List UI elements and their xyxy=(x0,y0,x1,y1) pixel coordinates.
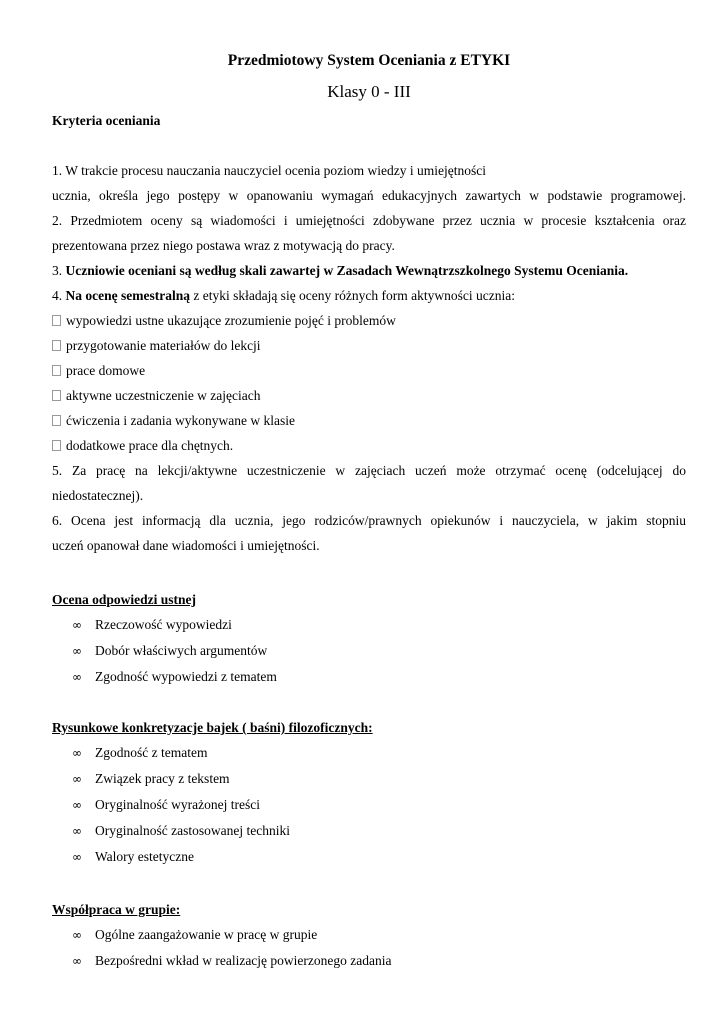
activity-item: dodatkowe prace dla chętnych. xyxy=(52,433,686,458)
activity-item: wypowiedzi ustne ukazujące zrozumienie pojęć i problemów xyxy=(52,308,686,333)
criteria-item-5-line-2: niedostatecznej). xyxy=(52,488,144,503)
infinity-bullet-icon: ∞ xyxy=(72,670,82,684)
criteria-list xyxy=(52,158,686,558)
group-list-item: ∞ Ogólne zaangażowanie w pracę w grupie xyxy=(72,922,392,948)
group-list-item: ∞ Bezpośredni wkład w realizację powierzonego zadania xyxy=(72,948,392,974)
drawings-list-item: ∞ Oryginalność zastosowanej techniki xyxy=(72,818,290,844)
criteria-item-1-line-1: 1. W trakcie procesu nauczania nauczyciel ocenia poziom wiedzy i umiejętności xyxy=(52,163,486,178)
infinity-bullet-icon: ∞ xyxy=(72,798,82,812)
infinity-bullet-icon: ∞ xyxy=(72,644,82,658)
criteria-item-5-line-1: 5. Za pracę na lekcji/aktywne uczestniczenie w zajęciach uczeń może otrzymać ocenę (odcelującej do xyxy=(52,463,686,478)
drawings-list xyxy=(72,740,290,870)
drawings-list-item: ∞ Związek pracy z tekstem xyxy=(72,766,290,792)
checkbox-glyph-icon xyxy=(52,415,61,426)
drawings-list-item: ∞ Walory estetyczne xyxy=(72,844,290,870)
criteria-item-1-line-2: ucznia, określa jego postępy w opanowaniu wymagań edukacyjnych zawartych w podstawie programowej. xyxy=(52,188,686,203)
criteria-item-6-line-2: uczeń opanował dane wiadomości i umiejętności. xyxy=(52,538,320,553)
document-subtitle: Klasy 0 - III xyxy=(327,82,411,101)
group-list xyxy=(72,922,392,974)
oral-list-item: ∞ Rzeczowość wypowiedzi xyxy=(72,612,277,638)
infinity-bullet-icon: ∞ xyxy=(72,824,82,838)
infinity-bullet-icon: ∞ xyxy=(72,746,82,760)
activity-item: ćwiczenia i zadania wykonywane w klasie xyxy=(52,408,686,433)
drawings-list-item: ∞ Oryginalność wyrażonej treści xyxy=(72,792,290,818)
activity-item: przygotowanie materiałów do lekcji xyxy=(52,333,686,358)
drawings-list-item: ∞ Zgodność z tematem xyxy=(72,740,290,766)
activity-item: aktywne uczestniczenie w zajęciach xyxy=(52,383,686,408)
activity-item: prace domowe xyxy=(52,358,686,383)
criteria-item-4-bold: Na ocenę semestralną xyxy=(65,288,190,303)
checkbox-glyph-icon xyxy=(52,315,61,326)
oral-list-item: ∞ Dobór właściwych argumentów xyxy=(72,638,277,664)
group-heading: Współpraca w grupie: xyxy=(52,902,181,917)
criteria-item-2-line-1: 2. Przedmiotem oceny są wiadomości i umiejętności zdobywane przez ucznia w procesie kształcenia oraz xyxy=(52,213,686,228)
oral-list-item: ∞ Zgodność wypowiedzi z tematem xyxy=(72,664,277,690)
criteria-item-6-line-1: 6. Ocena jest informacją dla ucznia, jego rodziców/prawnych opiekunów i nauczyciela, w jakim stopniu xyxy=(52,513,686,528)
checkbox-glyph-icon xyxy=(52,390,61,401)
checkbox-glyph-icon xyxy=(52,340,61,351)
infinity-bullet-icon: ∞ xyxy=(72,850,82,864)
criteria-item-3: 3. Uczniowie oceniani są według skali zawartej w Zasadach Wewnątrzszkolnego Systemu Oceniania. xyxy=(52,263,629,278)
oral-heading: Ocena odpowiedzi ustnej xyxy=(52,592,197,607)
drawings-heading: Rysunkowe konkretyzacje bajek ( baśni) filozoficznych: xyxy=(52,720,373,735)
infinity-bullet-icon: ∞ xyxy=(72,618,82,632)
document-title: Przedmiotowy System Oceniania z ETYKI xyxy=(227,52,511,69)
criteria-heading: Kryteria oceniania xyxy=(52,113,161,128)
criteria-item-3-bold: Uczniowie oceniani są według skali zawartej w Zasadach Wewnątrzszkolnego Systemu Oceniania. xyxy=(65,263,629,278)
infinity-bullet-icon: ∞ xyxy=(72,928,82,942)
infinity-bullet-icon: ∞ xyxy=(72,772,82,786)
criteria-item-4: 4. Na ocenę semestralną z etyki składają się oceny różnych form aktywności ucznia: xyxy=(52,288,515,303)
infinity-bullet-icon: ∞ xyxy=(72,954,82,968)
oral-list xyxy=(72,612,277,690)
criteria-item-2-line-2: prezentowana przez niego postawa wraz z motywacją do pracy. xyxy=(52,238,395,253)
checkbox-glyph-icon xyxy=(52,365,61,376)
checkbox-glyph-icon xyxy=(52,440,61,451)
